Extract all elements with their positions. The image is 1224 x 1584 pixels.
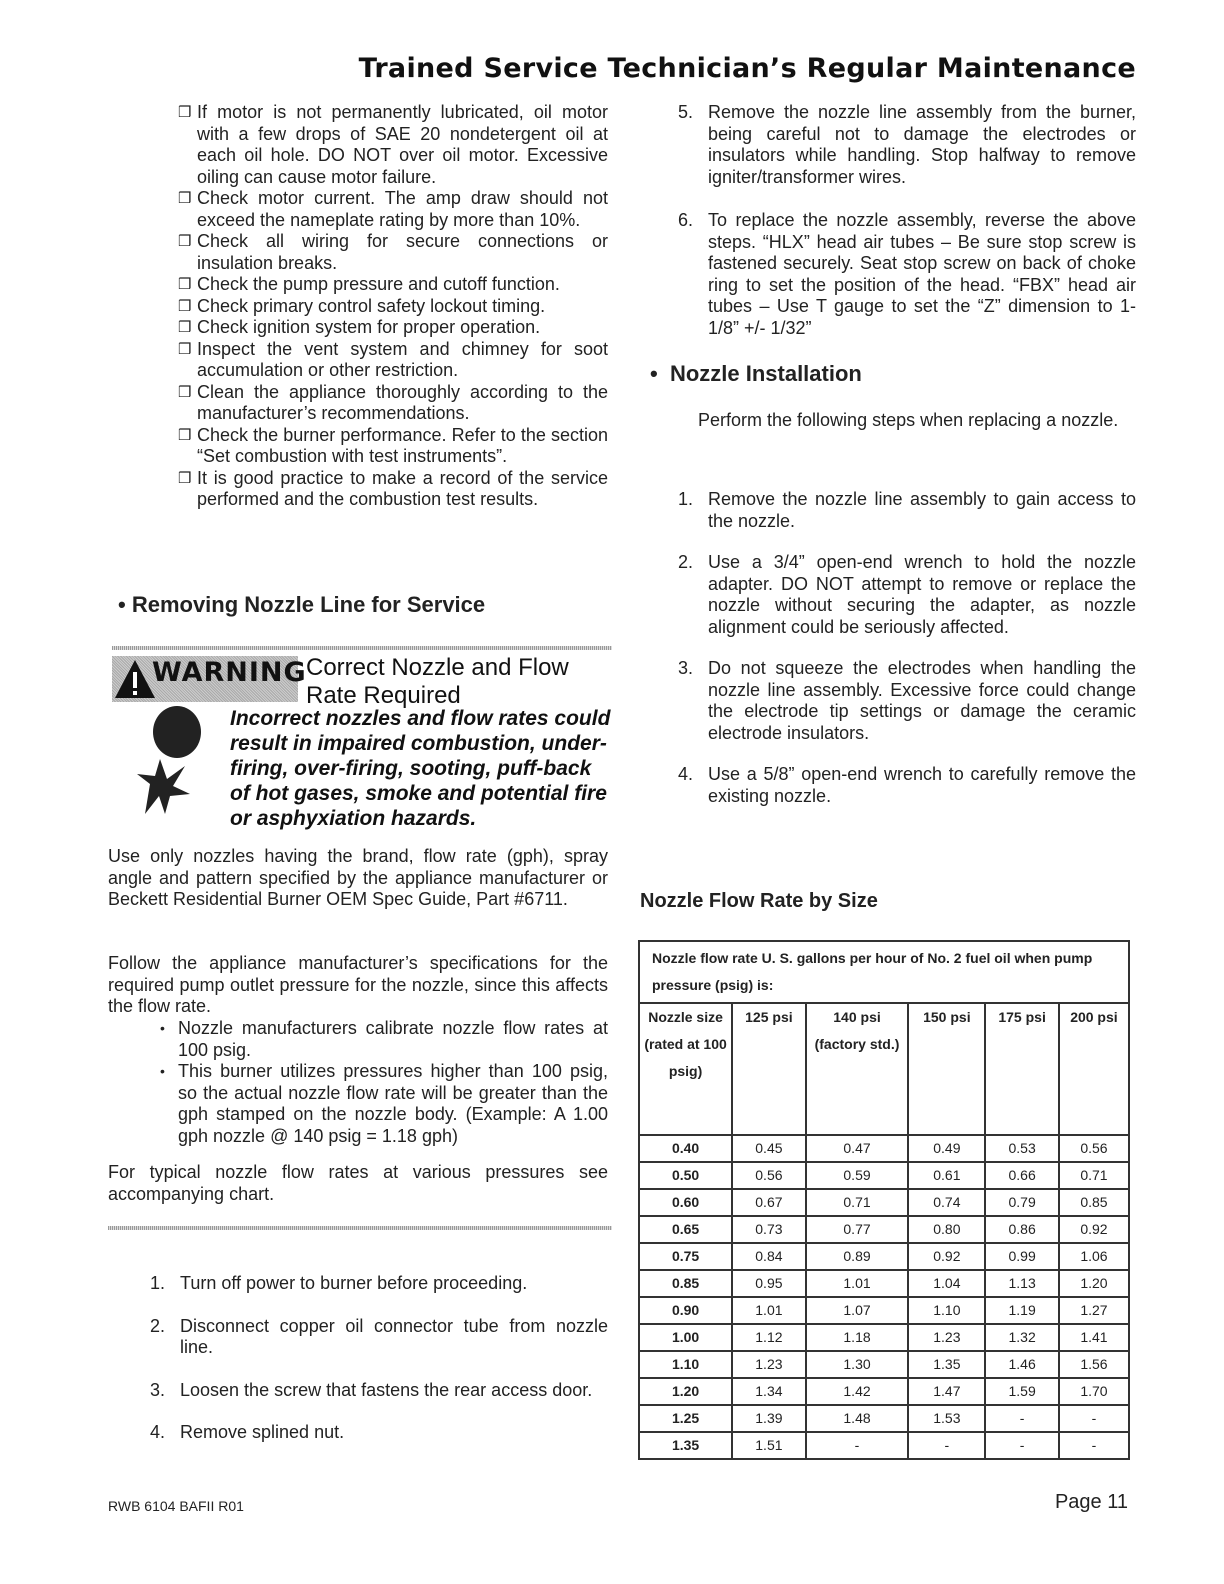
step-item: [678, 552, 1136, 638]
flow-rate-cell: 0.56: [1059, 1135, 1129, 1162]
flow-rate-cell: 1.07: [806, 1297, 909, 1324]
divider: [112, 646, 612, 650]
table-row: [639, 1405, 1129, 1432]
nozzle-flow-table: [638, 940, 1130, 1460]
checklist-text: Check ignition system for proper operation.: [197, 317, 541, 337]
step-text: Remove the nozzle line assembly from the burner, being careful not to damage the electrodes or insulators while handling. Stop halfway to remove igniter/transformer wires.: [708, 102, 1136, 187]
flow-rate-cell: 0.71: [806, 1189, 909, 1216]
flow-rate-cell: 1.48: [806, 1405, 909, 1432]
table-row: [639, 1432, 1129, 1459]
step-item: [678, 658, 1136, 744]
flow-rate-cell: 1.10: [908, 1297, 985, 1324]
column-header: 150 psi: [908, 1003, 985, 1135]
nozzle-size-cell: 0.60: [639, 1189, 732, 1216]
table-row: [639, 1297, 1129, 1324]
nozzle-size-cell: 0.50: [639, 1162, 732, 1189]
flow-rate-cell: 1.13: [985, 1270, 1059, 1297]
flow-rate-cell: 1.01: [732, 1297, 806, 1324]
table-row: [639, 1270, 1129, 1297]
section-heading-text: Nozzle Installation: [669, 361, 862, 386]
flow-rate-cell: 0.61: [908, 1162, 985, 1189]
flow-rate-cell: 1.46: [985, 1351, 1059, 1378]
step-text: Remove splined nut.: [180, 1422, 345, 1442]
checkbox-icon: ❒: [178, 104, 192, 121]
nozzle-size-cell: 0.90: [639, 1297, 732, 1324]
checkbox-icon: ❒: [178, 319, 192, 336]
nozzle-size-cell: 1.35: [639, 1432, 732, 1459]
install-intro: Perform the following steps when replacing a nozzle.: [698, 410, 1119, 430]
nozzle-size-cell: 1.25: [639, 1405, 732, 1432]
checkbox-icon: ❒: [178, 469, 192, 487]
flow-rate-cell: 1.30: [806, 1351, 909, 1378]
flow-rate-cell: 0.99: [985, 1243, 1059, 1270]
checkbox-icon: ❒: [178, 276, 192, 293]
flow-rate-cell: 1.34: [732, 1378, 806, 1405]
install-steps: [678, 489, 1136, 807]
checkbox-icon: ❒: [178, 340, 192, 358]
nozzle-spec-paragraph: Use only nozzles having the brand, flow rate (gph), spray angle and pattern specified by the appliance manufacturer or Beckett Residential Burner OEM Spec Guide, Part #6711.: [108, 846, 608, 909]
table-row: [639, 1216, 1129, 1243]
checkbox-icon: ❒: [178, 190, 192, 207]
page-number: Page 11: [1054, 1491, 1128, 1513]
warning-body-content: Incorrect nozzles and flow rates could result in impaired combustion, under-firing, over-firing, sooting, puff-back of hot gases, smoke and potential fire or asphyxiation hazards.: [230, 707, 611, 830]
flow-rate-cell: 1.42: [806, 1378, 909, 1405]
flow-rate-cell: 1.39: [732, 1405, 806, 1432]
step-number: 6.: [678, 210, 694, 230]
flow-rate-cell: 0.49: [908, 1135, 985, 1162]
table-row: [639, 1378, 1129, 1405]
flow-rate-cell: 1.51: [732, 1432, 806, 1459]
flow-rate-cell: 0.74: [908, 1189, 985, 1216]
step-number: 3.: [150, 1379, 166, 1400]
flow-rate-cell: 0.71: [1059, 1162, 1129, 1189]
flow-rate-cell: 0.77: [806, 1216, 909, 1243]
step-number: 4.: [678, 764, 694, 784]
step-item: [150, 1316, 608, 1359]
nozzle-size-cell: 1.20: [639, 1378, 732, 1405]
maintenance-checklist: [178, 102, 608, 511]
checklist-item: [178, 425, 608, 468]
checklist-item: [178, 102, 608, 188]
step-text: To replace the nozzle assembly, reverse the above steps. “HLX” head air tubes – Be sure stop screw is fastened securely. Seat stop screw on back of choke ring to set the position of the head. “FBX” head air tubes – Use T gauge to set the “Z” dimension to 1-1/8” +/- 1/32”: [708, 210, 1136, 338]
flow-rate-cell: 1.41: [1059, 1324, 1129, 1351]
step-text: Remove the nozzle line assembly to gain access to the nozzle.: [708, 489, 1136, 531]
flow-rate-cell: -: [985, 1405, 1059, 1432]
flow-rate-cell: 1.56: [1059, 1351, 1129, 1378]
flow-rate-cell: 0.59: [806, 1162, 909, 1189]
flow-rate-cell: 1.32: [985, 1324, 1059, 1351]
table-row: [639, 1189, 1129, 1216]
checklist-item: [178, 188, 608, 231]
divider: [108, 1226, 612, 1230]
step-number: 2.: [678, 552, 694, 572]
flow-rate-cell: 0.79: [985, 1189, 1059, 1216]
table-row: [639, 1324, 1129, 1351]
column-header: Nozzle size (rated at 100 psig): [639, 1003, 732, 1135]
step-number: 1.: [678, 489, 694, 509]
flow-rate-cell: 0.92: [908, 1243, 985, 1270]
step-number: 2.: [150, 1315, 166, 1336]
flow-rate-cell: -: [908, 1432, 985, 1459]
flow-rate-cell: 1.35: [908, 1351, 985, 1378]
checklist-item: [178, 231, 608, 274]
step-text: Disconnect copper oil connector tube from nozzle line.: [180, 1315, 608, 1357]
document-number: RWB 6104 BAFII R01: [108, 1498, 244, 1514]
column-header: 140 psi (factory std.): [806, 1003, 909, 1135]
table-title: Nozzle Flow Rate by Size: [640, 890, 878, 912]
flow-rate-cell: 1.23: [732, 1351, 806, 1378]
step-text: Turn off power to burner before proceeding.: [180, 1273, 528, 1293]
checkbox-icon: ❒: [178, 383, 192, 401]
warning-triangle-icon: [114, 658, 156, 700]
flow-rate-cell: 1.18: [806, 1324, 909, 1351]
column-header: 175 psi: [985, 1003, 1059, 1135]
nozzle-size-cell: 1.00: [639, 1324, 732, 1351]
step-number: 5.: [678, 102, 694, 122]
flow-rate-cell: 0.45: [732, 1135, 806, 1162]
column-header: 200 psi: [1059, 1003, 1129, 1135]
table-header-row: [639, 1003, 1129, 1135]
step-text: Do not squeeze the electrodes when handling the nozzle line assembly. Excessive force could change the electrode tip settings or damage the ceramic electrode insulators.: [708, 658, 1136, 743]
flow-rate-cell: 0.53: [985, 1135, 1059, 1162]
flow-rate-cell: 1.47: [908, 1378, 985, 1405]
section-heading-text: Removing Nozzle Line for Service: [131, 592, 486, 617]
flow-rate-cell: 0.73: [732, 1216, 806, 1243]
chart-reference-paragraph: For typical nozzle flow rates at various pressures see accompanying chart.: [108, 1162, 608, 1204]
flow-rate-cell: 0.47: [806, 1135, 909, 1162]
checklist-item: [178, 317, 608, 339]
warning-label: WARNING: [152, 657, 307, 688]
checklist-text: Check primary control safety lockout timing.: [197, 295, 546, 316]
flow-rate-cell: -: [806, 1432, 909, 1459]
pressure-paragraph: Follow the appliance manufacturer’s specifications for the required pump outlet pressure for the nozzle, since this affects the flow rate.: [108, 953, 608, 1016]
bullet-item: • Nozzle manufacturers calibrate nozzle flow rates at 100 psig.: [158, 1018, 608, 1061]
warning-badge: [112, 656, 307, 702]
flow-rate-cell: 1.59: [985, 1378, 1059, 1405]
checklist-text: Check the burner performance. Refer to the section “Set combustion with test instruments”.: [197, 424, 608, 466]
pressure-bullets: [158, 1018, 608, 1147]
checklist-text: Clean the appliance thoroughly according to the manufacturer’s recommendations.: [197, 381, 608, 423]
checklist-item: [178, 339, 608, 382]
table-row: [639, 1243, 1129, 1270]
bullet-item: • This burner utilizes pressures higher than 100 psig, so the actual nozzle flow rate will be greater than the gph stamped on the nozzle body. (Example: A 1.00 gph nozzle @ 140 psig = 1.18 gph): [158, 1061, 608, 1147]
checklist-item: [178, 382, 608, 425]
checklist-text: Check motor current. The amp draw should not exceed the nameplate rating by more than 10%.: [197, 188, 608, 230]
step-text: Use a 3/4” open-end wrench to hold the nozzle adapter. DO NOT attempt to remove or replace the nozzle without securing the adapter, as nozzle alignment could be seriously affected.: [708, 552, 1136, 637]
flow-rate-cell: -: [1059, 1432, 1129, 1459]
step-text: Loosen the screw that fastens the rear access door.: [180, 1379, 593, 1400]
nozzle-size-cell: 0.75: [639, 1243, 732, 1270]
checklist-text: If motor is not permanently lubricated, oil motor with a few drops of SAE 20 nondetergent oil at each oil hole. DO NOT over oil motor. Excessive oiling can cause motor failure.: [197, 102, 608, 187]
nozzle-size-cell: 0.85: [639, 1270, 732, 1297]
removing-steps-left: [150, 1273, 608, 1444]
flow-rate-cell: 1.70: [1059, 1378, 1129, 1405]
flow-rate-cell: 0.67: [732, 1189, 806, 1216]
flow-rate-cell: 1.27: [1059, 1297, 1129, 1324]
page-title: Trained Service Technician’s Regular Maintenance: [358, 53, 1136, 84]
section-heading-removing: • Removing Nozzle Line for Service: [118, 592, 486, 617]
flow-rate-cell: 0.56: [732, 1162, 806, 1189]
flow-rate-cell: 0.92: [1059, 1216, 1129, 1243]
checklist-text: Check the pump pressure and cutoff function.: [197, 274, 560, 294]
nozzle-size-cell: 1.10: [639, 1351, 732, 1378]
step-number: 3.: [678, 658, 694, 678]
warning-body-text: [112, 706, 612, 831]
flow-rate-cell: 1.04: [908, 1270, 985, 1297]
checklist-item: [178, 296, 608, 318]
flow-rate-cell: 1.01: [806, 1270, 909, 1297]
step-number: 4.: [150, 1422, 166, 1442]
flow-rate-cell: 1.53: [908, 1405, 985, 1432]
flow-rate-cell: 1.23: [908, 1324, 985, 1351]
checkbox-icon: ❒: [178, 233, 192, 250]
flow-rate-cell: -: [1059, 1405, 1129, 1432]
step-item: [150, 1422, 608, 1444]
checklist-item: [178, 274, 608, 296]
flow-rate-cell: 0.84: [732, 1243, 806, 1270]
flow-rate-cell: 1.06: [1059, 1243, 1129, 1270]
flow-rate-cell: 1.19: [985, 1297, 1059, 1324]
step-item: [678, 764, 1136, 807]
nozzle-size-cell: 0.40: [639, 1135, 732, 1162]
checkbox-icon: ❒: [178, 297, 192, 315]
warning-body: [112, 706, 612, 831]
table-row: [639, 1351, 1129, 1378]
step-item: [678, 102, 1136, 188]
step-number: 1.: [150, 1273, 166, 1293]
flow-rate-cell: 1.20: [1059, 1270, 1129, 1297]
flow-rate-cell: 0.86: [985, 1216, 1059, 1243]
flow-rate-cell: 0.85: [1059, 1189, 1129, 1216]
flow-rate-cell: 0.66: [985, 1162, 1059, 1189]
column-header: 125 psi: [732, 1003, 806, 1135]
flow-rate-cell: -: [985, 1432, 1059, 1459]
removing-steps-right: [678, 102, 1136, 339]
flow-rate-cell: 0.89: [806, 1243, 909, 1270]
step-item: [678, 210, 1136, 339]
flow-rate-cell: 1.12: [732, 1324, 806, 1351]
table-caption: Nozzle flow rate U. S. gallons per hour of No. 2 fuel oil when pump pressure (psig) is:: [639, 941, 1129, 1003]
table-row: [639, 1135, 1129, 1162]
step-text: Use a 5/8” open-end wrench to carefully remove the existing nozzle.: [708, 764, 1136, 806]
step-item: [150, 1380, 608, 1402]
nozzle-size-cell: 0.65: [639, 1216, 732, 1243]
section-heading-install: • Nozzle Installation: [650, 361, 862, 386]
table-row: [639, 1162, 1129, 1189]
checkbox-icon: ❒: [178, 426, 192, 444]
flow-rate-cell: 0.95: [732, 1270, 806, 1297]
step-item: [678, 489, 1136, 532]
checklist-text: Inspect the vent system and chimney for soot accumulation or other restriction.: [197, 338, 608, 380]
checklist-text: It is good practice to make a record of the service performed and the combustion test results.: [197, 467, 608, 509]
flow-rate-cell: 0.80: [908, 1216, 985, 1243]
warning-heading: Correct Nozzle and Flow Rate Required: [306, 654, 569, 709]
table-caption-row: [639, 941, 1129, 1003]
checklist-item: [178, 468, 608, 511]
step-item: [150, 1273, 608, 1295]
checklist-text: Check all wiring for secure connections or insulation breaks.: [197, 231, 608, 273]
